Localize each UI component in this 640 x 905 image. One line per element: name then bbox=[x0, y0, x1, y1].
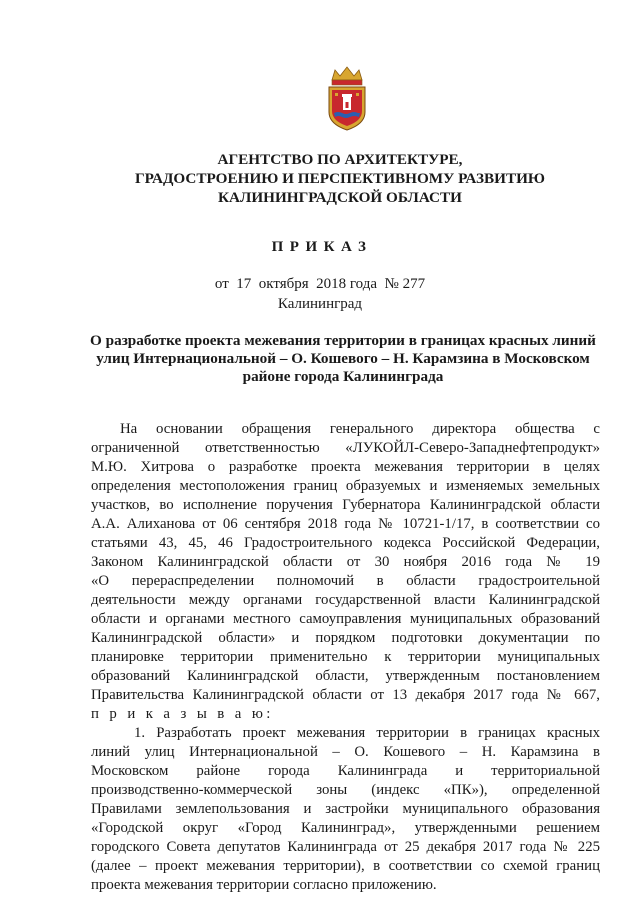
body-line: производственно-коммерческой зоны (индекс «ПК»), определенной bbox=[91, 782, 600, 798]
body-line: 1. Разработать проект межевания территории в границах красных bbox=[134, 725, 600, 741]
body-line: линий улиц Интернациональной – О. Кошевого – Н. Карамзина в bbox=[91, 744, 600, 760]
body-line: На основании обращения генерального директора общества с bbox=[120, 421, 600, 437]
body-line: М.Ю. Хитрова о разработке проекта межевания территории в целях bbox=[91, 459, 600, 475]
order-city: Калининград bbox=[277, 296, 363, 312]
agency-name-line-1: АГЕНТСТВО ПО АРХИТЕКТУРЕ, bbox=[217, 151, 463, 168]
order-title: ПРИКАЗ bbox=[271, 239, 373, 255]
body-line: Калининградской области» и порядком подготовки документации по bbox=[91, 630, 600, 646]
body-line: «О перераспределении полномочий в области градостроительной bbox=[91, 573, 600, 589]
body-line: Законом Калининградской области от 30 ноября 2016 года № 19 bbox=[91, 554, 600, 570]
body-line: Московском районе города Калининграда и территориальной bbox=[91, 763, 600, 779]
agency-name-line-3: КАЛИНИНГРАДСКОЙ ОБЛАСТИ bbox=[218, 189, 462, 206]
body-line: проекта межевания территории согласно приложению. bbox=[91, 877, 437, 893]
body-line: статьями 43, 45, 46 Градостроительного кодекса Российской Федерации, bbox=[91, 535, 600, 551]
subject-line-1: О разработке проекта межевания территории в границах красных линий bbox=[90, 332, 596, 349]
decree-word: п р и к а з ы в а ю: bbox=[91, 706, 274, 722]
agency-name-line-2: ГРАДОСТРОЕНИЮ И ПЕРСПЕКТИВНОМУ РАЗВИТИЮ bbox=[134, 170, 545, 187]
body-line: планировке территории применительно к территории муниципальных bbox=[91, 649, 600, 665]
body-line: области и органами местного самоуправления муниципальных образований bbox=[91, 611, 600, 627]
body-line: «Городской округ «Город Калининград», утвержденными решением bbox=[91, 820, 600, 836]
body-line: образований Калининградской области, утвержденным постановлением bbox=[91, 668, 600, 684]
body-line: городского Совета депутатов Калининграда от 25 декабря 2017 года № 225 bbox=[91, 839, 600, 855]
subject-line-2: улиц Интернациональной – О. Кошевого – Н. Карамзина в Московском bbox=[96, 350, 590, 367]
body-line: деятельности между органами государственной власти Калининградской bbox=[91, 592, 600, 608]
subject-line-3: районе города Калининграда bbox=[242, 368, 444, 385]
coat-of-arms-icon bbox=[326, 66, 368, 132]
body-line: Правилами землепользования и застройки муниципального образования bbox=[91, 801, 600, 817]
body-line: определения местоположения границ образуемых и изменяемых земельных bbox=[91, 478, 600, 494]
body-line: (далее – проект межевания территории), в соответствии со схемой границ bbox=[91, 858, 600, 874]
body-line: Правительства Калининградской области от 13 декабря 2017 года № 667, bbox=[91, 687, 600, 703]
order-date-number: от 17 октября 2018 года № 277 bbox=[214, 276, 426, 292]
body-line: участков, во исполнение поручения Губернатора Калининградской области bbox=[91, 497, 600, 513]
body-line: ограниченной ответственностью «ЛУКОЙЛ-Северо-Западнефтепродукт» bbox=[91, 440, 600, 456]
body-line: А.А. Алиханова от 06 сентября 2018 года № 10721-1/17, в соответствии со bbox=[91, 516, 600, 532]
